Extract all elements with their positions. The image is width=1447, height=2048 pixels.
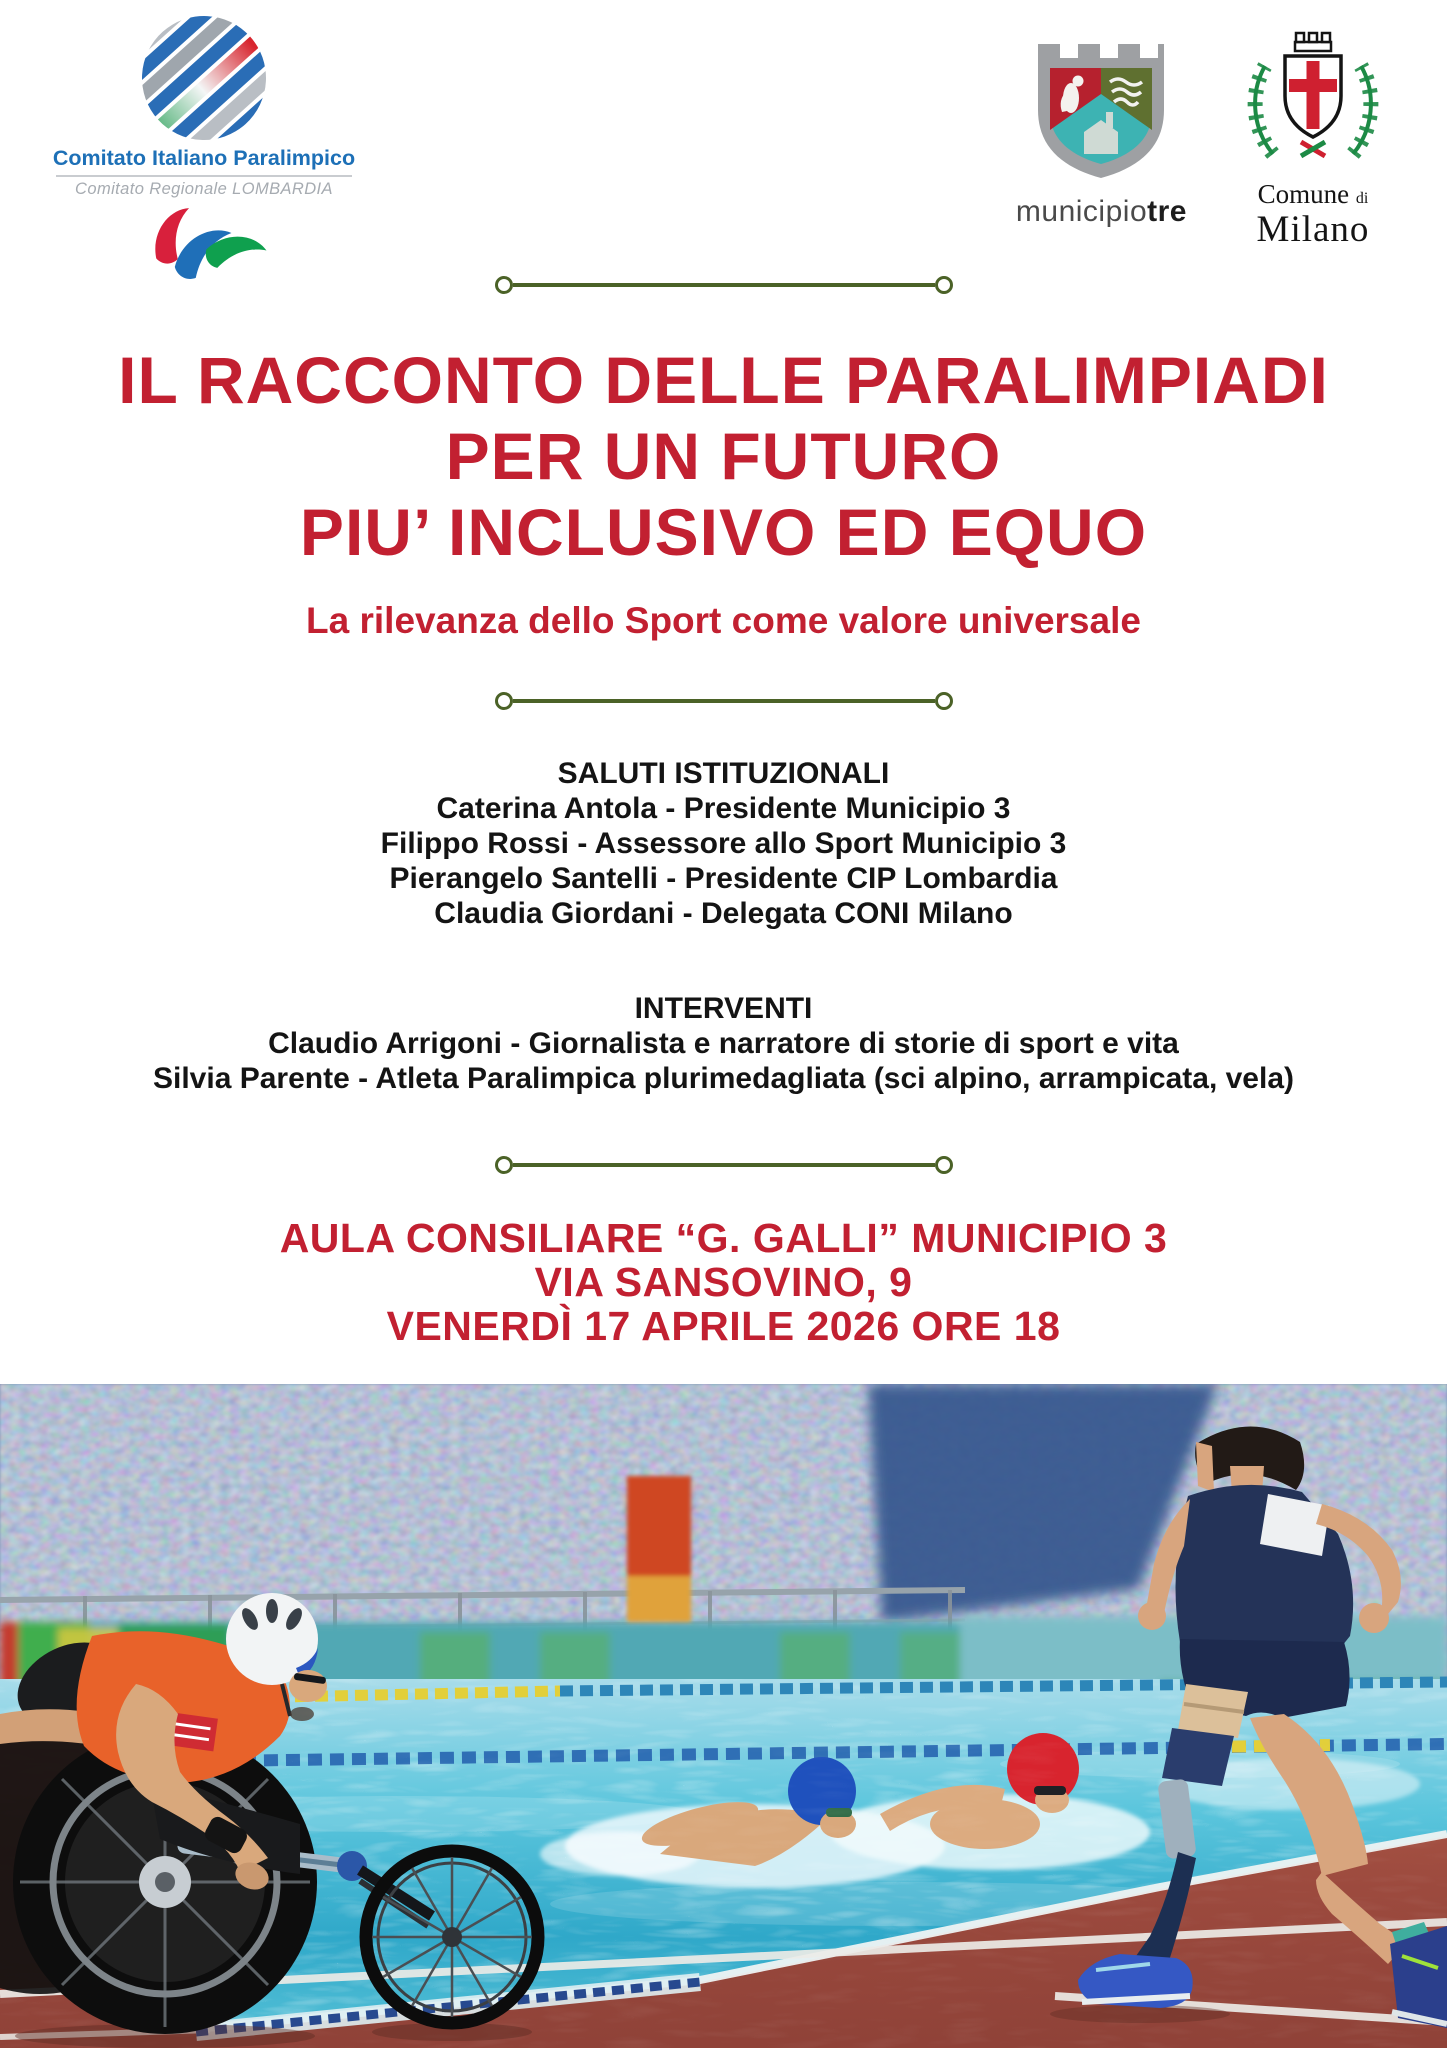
divider-ring-icon: [495, 276, 513, 294]
goggles: [826, 1808, 852, 1817]
cip-rule: [56, 175, 352, 177]
speaker-line: Filippo Rossi - Assessore allo Sport Municipio 3: [380, 827, 1067, 860]
divider-ring-icon: [935, 692, 953, 710]
knee-sleeve: [1162, 1728, 1234, 1786]
interventi-section: [0, 991, 1447, 1096]
venue-line: AULA CONSILIARE “G. GALLI” MUNICIPIO 3: [279, 1215, 1168, 1261]
cip-name: Comitato Italiano Paralimpico: [52, 146, 356, 170]
municipio-wordmark: municipiotre: [1015, 195, 1187, 228]
event-title: [0, 342, 1447, 570]
municipio-shield-icon: [1026, 24, 1176, 182]
vertical-banner: [627, 1476, 691, 1622]
venue-info: [0, 1216, 1447, 1348]
municipio-tre-logo: [1016, 24, 1187, 229]
speaker-line: Pierangelo Santelli - Presidente CIP Lombardia: [389, 862, 1058, 895]
milano-wordmark-line1: Comune di: [1257, 179, 1369, 209]
title-line: IL RACCONTO DELLE PARALIMPIADI: [118, 343, 1329, 417]
divider-ring-icon: [495, 692, 513, 710]
speaker-line: Claudia Giordani - Delegata CONI Milano: [434, 897, 1013, 930]
milano-crest-icon: [1233, 24, 1393, 172]
title-line: PIU’ INCLUSIVO ED EQUO: [299, 495, 1148, 569]
speaker-line: Claudio Arrigoni - Giornalista e narratore di storie di sport e vita: [268, 1027, 1179, 1060]
speaker-line: Caterina Antola - Presidente Municipio 3: [436, 792, 1011, 825]
divider-ring-icon: [935, 276, 953, 294]
divider-ring-icon: [495, 1156, 513, 1174]
divider-ring-icon: [935, 1156, 953, 1174]
saluti-section: [0, 756, 1447, 931]
divider: [495, 1156, 953, 1174]
speaker-line: Silvia Parente - Atleta Paralimpica plurimedagliata (sci alpino, arrampicata, vela): [153, 1062, 1294, 1095]
divider: [495, 692, 953, 710]
cip-globe-icon: [138, 12, 270, 144]
front-wheel: [366, 1851, 538, 2023]
comune-di-milano-logo: [1233, 24, 1393, 251]
title-line: PER UN FUTURO: [445, 419, 1002, 493]
goggles: [1034, 1786, 1066, 1795]
event-subtitle: La rilevanza dello Sport come valore universale: [306, 600, 1141, 641]
cip-region: Comitato Regionale LOMBARDIA: [75, 180, 333, 198]
interventi-heading: INTERVENTI: [634, 992, 813, 1025]
agitos-icon: [138, 203, 270, 283]
event-photo: [0, 1384, 1447, 2048]
divider: [495, 276, 953, 294]
milano-wordmark-line2: Milano: [1256, 209, 1370, 250]
venue-line: VIA SANSOVINO, 9: [534, 1259, 913, 1305]
institution-logos: [1016, 24, 1393, 251]
venue-line: VENERDÌ 17 APRILE 2026 ORE 18: [386, 1303, 1061, 1349]
saluti-heading: SALUTI ISTITUZIONALI: [557, 757, 890, 790]
cip-logo: [46, 12, 362, 283]
